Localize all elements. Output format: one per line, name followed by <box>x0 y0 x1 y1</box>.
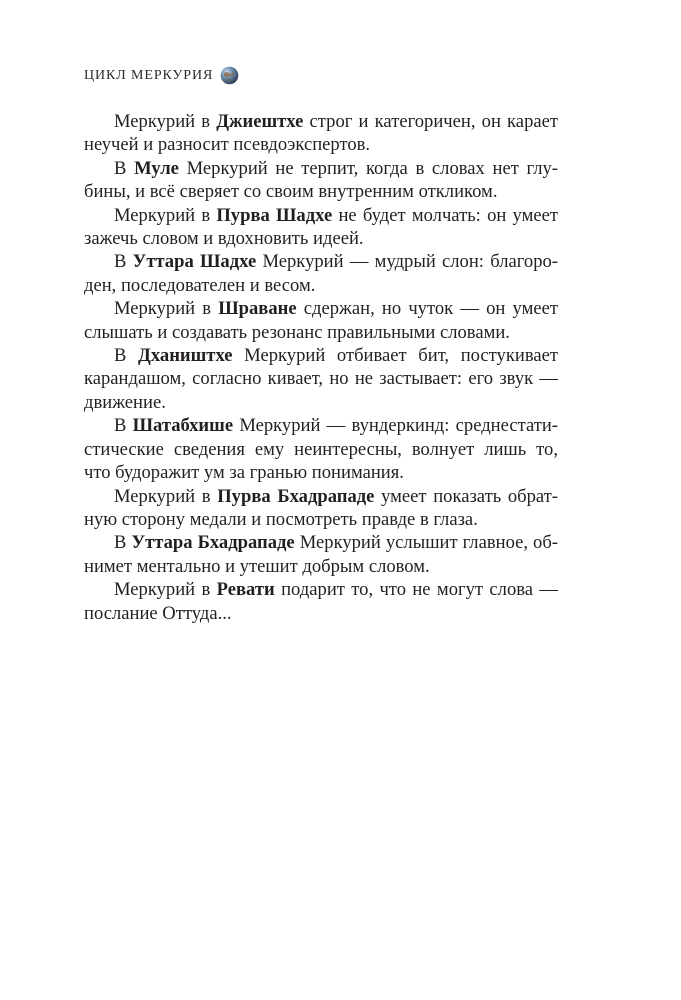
text-run: ную сторону медали и посмотреть правде в глаза. <box>84 508 478 530</box>
text-line <box>84 508 558 531</box>
text-run: карандашом, согласно кивает, но не застывает: его звук — <box>84 368 558 390</box>
text-run: строг и категоричен, он карает <box>303 111 558 132</box>
text-run: Меркурий не терпит, когда в словах нет глу- <box>178 157 558 179</box>
text-run: не будет молчать: он умеет <box>332 204 558 226</box>
text-line <box>84 110 558 133</box>
text-line <box>84 344 558 367</box>
text-line <box>84 367 558 390</box>
text-run: что будоражит ум за гранью понимания. <box>84 462 404 484</box>
text-line <box>84 133 558 156</box>
text-run: Меркурий — вундеркинд: среднестати- <box>233 415 558 437</box>
text-run: В <box>114 157 135 179</box>
text-line <box>84 485 558 508</box>
text-line <box>84 602 558 625</box>
text-line <box>84 531 558 554</box>
text-line <box>84 204 558 227</box>
text-run: Меркурий в <box>114 111 217 132</box>
text-run: зажечь словом и вдохновить идеей. <box>84 228 364 250</box>
text-line <box>84 274 558 297</box>
text-run: слышать и создавать резонанс правильными словами. <box>84 321 510 343</box>
text-run: Меркурий в <box>114 579 217 601</box>
nakshatra-name: Джиештхе <box>216 111 304 132</box>
text-run: послание Оттуда... <box>84 602 232 624</box>
text-line <box>84 321 558 344</box>
nakshatra-name: Шатабхише <box>132 415 234 437</box>
text-run: подарит то, что не могут слова — <box>274 579 559 601</box>
section-title: ЦИКЛ МЕРКУРИЯ <box>84 67 214 83</box>
text-line <box>84 438 558 461</box>
paragraph <box>84 204 558 251</box>
running-header <box>84 66 239 85</box>
paragraph <box>84 157 558 204</box>
paragraph <box>84 578 558 625</box>
nakshatra-name: Дхаништхе <box>138 345 233 367</box>
nakshatra-name: Уттара Бхадрападе <box>131 532 295 554</box>
text-run: сдержан, но чуток — он умеет <box>296 298 558 320</box>
nakshatra-name: Пурва Бхадрападе <box>217 485 375 507</box>
text-run: В <box>114 532 132 554</box>
text-run: В <box>114 345 139 367</box>
paragraph <box>84 110 558 157</box>
text-line <box>84 157 558 180</box>
text-run: В <box>114 251 133 273</box>
text-run: неучей и разносит псевдоэкспертов. <box>84 134 371 156</box>
text-run: ден, последователен и весом. <box>84 274 316 296</box>
nakshatra-name: Шраване <box>218 298 297 320</box>
text-line <box>84 461 558 484</box>
paragraph <box>84 250 558 297</box>
text-line <box>84 555 558 578</box>
body-text <box>84 110 558 625</box>
planet-mercury-icon <box>220 66 239 85</box>
text-line <box>84 250 558 273</box>
paragraph <box>84 485 558 532</box>
text-run: Меркурий в <box>114 204 217 226</box>
paragraph <box>84 414 558 484</box>
text-run: стические сведения ему неинтересны, волнует лишь то, <box>84 438 558 460</box>
text-run: нимет ментально и утешит добрым словом. <box>84 555 430 577</box>
nakshatra-name: Ревати <box>216 579 275 601</box>
text-line <box>84 578 558 601</box>
text-run: Меркурий услышит главное, об- <box>294 532 558 554</box>
nakshatra-name: Пурва Шадхе <box>216 204 333 226</box>
paragraph <box>84 344 558 414</box>
text-line <box>84 180 558 203</box>
text-run: Меркурий в <box>114 298 219 320</box>
text-line <box>84 391 558 414</box>
text-run: бины, и всё сверяет со своим внутренним откликом. <box>84 181 498 203</box>
text-run: умеет показать обрат- <box>374 485 558 507</box>
paragraph <box>84 531 558 578</box>
text-line <box>84 297 558 320</box>
nakshatra-name: Уттара Шадхе <box>132 251 257 273</box>
text-run: Меркурий — мудрый слон: благоро- <box>256 251 559 273</box>
paragraph <box>84 297 558 344</box>
text-run: Меркурий отбивает бит, постукивает <box>232 345 558 367</box>
text-run: движение. <box>84 391 166 413</box>
nakshatra-name: Муле <box>134 157 179 179</box>
text-run: Меркурий в <box>114 485 218 507</box>
text-line <box>84 414 558 437</box>
text-run: В <box>114 415 133 437</box>
text-line <box>84 227 558 250</box>
